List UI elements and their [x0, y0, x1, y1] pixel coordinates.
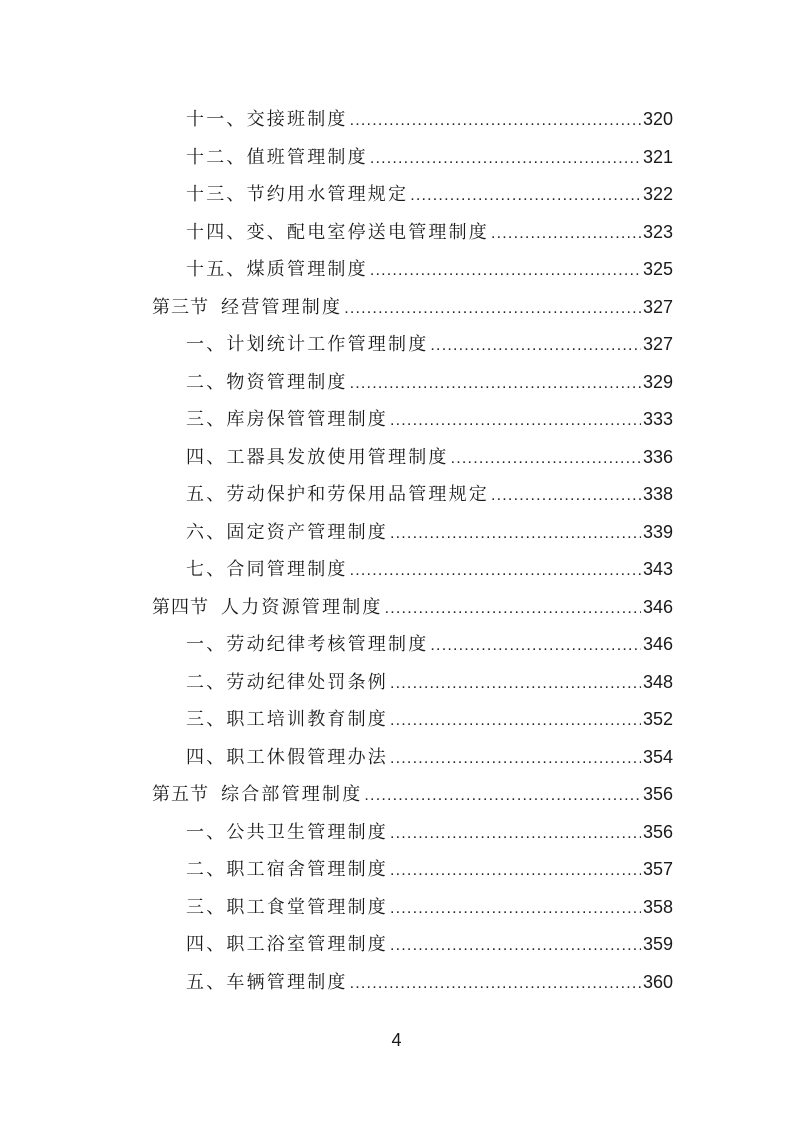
dot-leader	[350, 965, 641, 1003]
toc-entry-title: 一、公共卫生管理制度	[186, 821, 388, 843]
toc-entry[interactable]	[152, 401, 673, 439]
section-number: 第三节	[152, 296, 209, 318]
dot-leader	[390, 702, 641, 740]
toc-entry[interactable]	[152, 926, 673, 964]
dot-leader	[364, 777, 641, 815]
dot-leader	[390, 815, 641, 853]
dot-leader	[390, 890, 641, 928]
toc-entry[interactable]	[152, 551, 673, 589]
toc-entry[interactable]	[152, 326, 673, 364]
toc-entry-title: 三、职工食堂管理制度	[186, 896, 388, 918]
toc-entry-page: 327	[642, 334, 673, 354]
section-number: 第五节	[152, 784, 209, 805]
toc-entry-title: 一、劳动纪律考核管理制度	[186, 634, 429, 655]
section-number: 第四节	[152, 596, 209, 618]
toc-section-heading[interactable]	[152, 589, 673, 627]
toc-entry-page: 354	[642, 746, 673, 767]
dot-leader	[430, 627, 641, 665]
toc-entry[interactable]	[152, 664, 673, 702]
toc-entry[interactable]	[152, 964, 673, 1002]
dot-leader	[390, 927, 641, 965]
dot-leader	[491, 215, 641, 253]
toc-entry[interactable]	[152, 101, 673, 139]
toc-entry[interactable]	[152, 514, 673, 552]
toc-entry-page: 323	[642, 221, 673, 242]
toc-entry-page: 356	[642, 784, 673, 804]
toc-entry-title: 五、劳动保护和劳保用品管理规定	[186, 484, 489, 505]
toc-entry-title: 二、物资管理制度	[186, 371, 348, 393]
dot-leader	[390, 402, 641, 440]
toc-entry-page: 327	[642, 296, 673, 317]
dot-leader	[390, 515, 641, 553]
table-of-contents	[152, 101, 673, 1001]
dot-leader	[350, 102, 641, 140]
toc-entry-title: 三、库房保管管理制度	[186, 409, 388, 430]
dot-leader	[390, 852, 641, 890]
toc-entry-title: 二、劳动纪律处罚条例	[186, 671, 388, 693]
toc-entry-page: 358	[642, 896, 673, 917]
dot-leader	[385, 590, 641, 628]
toc-section-heading[interactable]	[152, 776, 673, 814]
dot-leader	[370, 252, 641, 290]
toc-entry[interactable]	[152, 889, 673, 927]
toc-entry-title: 十一、交接班制度	[186, 109, 348, 130]
toc-entry-title: 二、职工宿舍管理制度	[186, 859, 388, 880]
toc-entry-page: 325	[642, 259, 673, 279]
toc-entry[interactable]	[152, 476, 673, 514]
toc-entry-page: 322	[642, 184, 673, 204]
toc-entry[interactable]	[152, 739, 673, 777]
toc-entry-page: 320	[642, 109, 673, 129]
toc-entry[interactable]	[152, 626, 673, 664]
dot-leader	[370, 140, 641, 178]
toc-entry-page: 333	[642, 409, 673, 429]
toc-entry-page: 321	[642, 146, 673, 167]
toc-entry[interactable]	[152, 701, 673, 739]
toc-entry-title: 十五、煤质管理制度	[186, 259, 368, 280]
dot-leader	[451, 440, 641, 478]
toc-entry-page: 339	[642, 521, 673, 542]
toc-entry-title: 七、合同管理制度	[186, 559, 348, 580]
toc-entry-title: 十四、变、配电室停送电管理制度	[186, 221, 489, 243]
toc-entry-page: 346	[642, 634, 673, 654]
toc-entry-title: 六、固定资产管理制度	[186, 521, 388, 543]
toc-entry-title: 三、职工培训教育制度	[186, 709, 388, 730]
dot-leader	[430, 327, 641, 365]
toc-entry[interactable]	[152, 439, 673, 477]
toc-entry-page: 329	[642, 371, 673, 392]
toc-entry[interactable]	[152, 364, 673, 402]
dot-leader	[410, 177, 641, 215]
toc-entry-page: 348	[642, 671, 673, 692]
toc-section-heading[interactable]	[152, 289, 673, 327]
toc-entry-page: 356	[642, 821, 673, 842]
toc-entry[interactable]	[152, 214, 673, 252]
toc-entry[interactable]	[152, 851, 673, 889]
toc-entry-page: 357	[642, 859, 673, 879]
toc-entry-page: 359	[642, 934, 673, 954]
toc-entry-title: 十三、节约用水管理规定	[186, 184, 409, 205]
toc-entry-page: 338	[642, 484, 673, 504]
toc-entry-title: 四、职工休假管理办法	[186, 746, 388, 768]
toc-entry-title: 十二、值班管理制度	[186, 146, 368, 168]
toc-entry-title: 经营管理制度	[221, 296, 343, 318]
toc-entry-page: 346	[642, 596, 673, 617]
dot-leader	[350, 552, 641, 590]
toc-entry[interactable]	[152, 139, 673, 177]
toc-entry-title: 综合部管理制度	[221, 784, 363, 805]
toc-entry[interactable]	[152, 176, 673, 214]
page-number: 4	[391, 1030, 402, 1050]
dot-leader	[491, 477, 641, 515]
dot-leader	[350, 365, 641, 403]
toc-entry-title: 五、车辆管理制度	[186, 971, 348, 993]
toc-entry-title: 四、职工浴室管理制度	[186, 934, 388, 955]
toc-entry-title: 四、工器具发放使用管理制度	[186, 446, 449, 468]
toc-entry-page: 360	[642, 971, 673, 992]
toc-entry[interactable]	[152, 251, 673, 289]
toc-entry-title: 人力资源管理制度	[221, 596, 383, 618]
toc-entry-page: 343	[642, 559, 673, 579]
dot-leader	[344, 290, 641, 328]
toc-entry-title: 一、计划统计工作管理制度	[186, 334, 429, 355]
dot-leader	[390, 740, 641, 778]
toc-entry-page: 352	[642, 709, 673, 729]
toc-entry-page: 336	[642, 446, 673, 467]
dot-leader	[390, 665, 641, 703]
toc-entry[interactable]	[152, 814, 673, 852]
